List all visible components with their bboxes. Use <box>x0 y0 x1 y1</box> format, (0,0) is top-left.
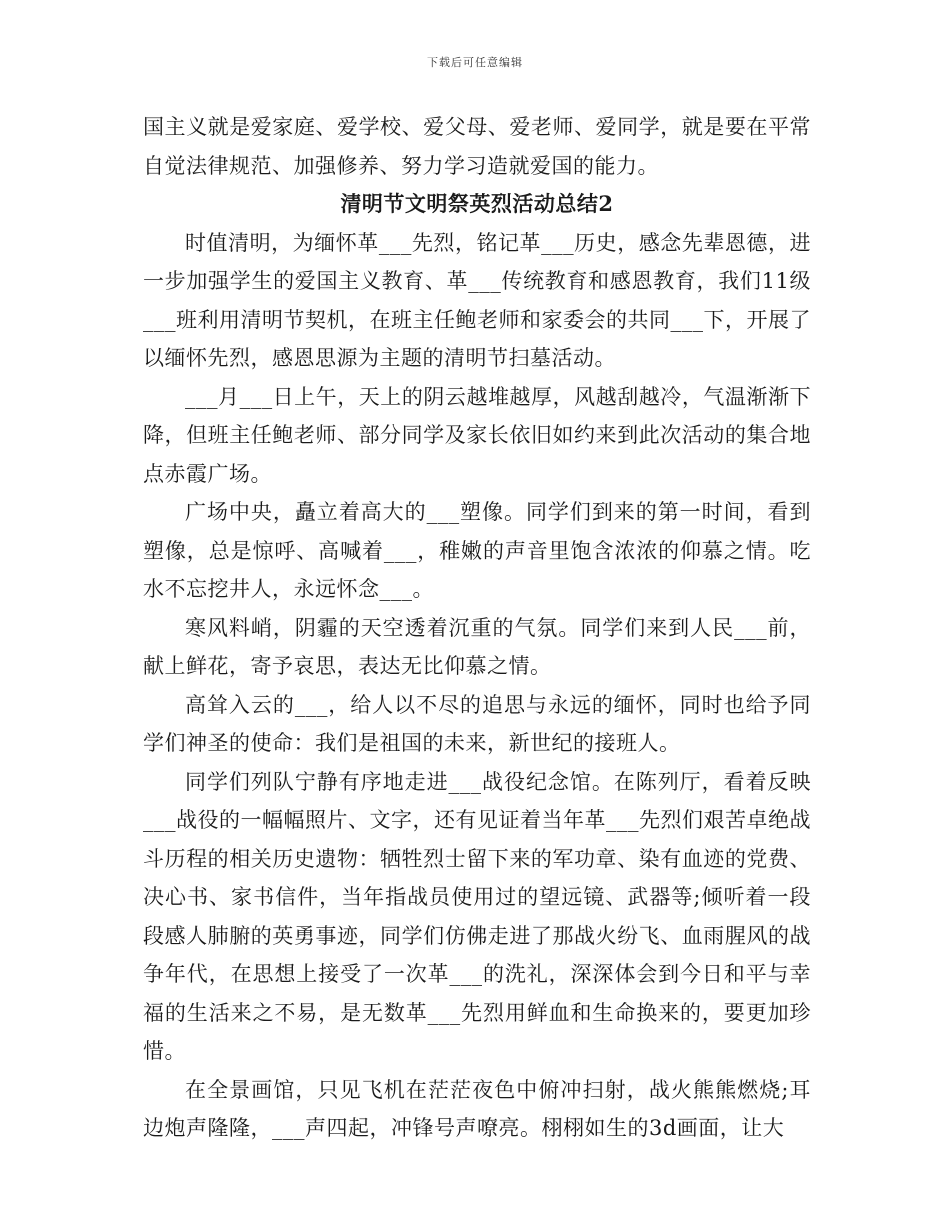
paragraph: 时值清明，为缅怀革___先烈，铭记革___历史，感念先辈恩德，进一步加强学生的爱国主义教育、革___传统教育和感恩教育，我们11级___班利用清明节契机，在班主任鲍老师和家委会的共同___下，开展了以缅怀先烈，感恩思源为主题的清明节扫墓活动。 <box>143 230 811 370</box>
document-title: 清明节文明祭英烈活动总结2 <box>340 191 614 216</box>
paragraph: 广场中央，矗立着高大的___塑像。同学们到来的第一时间，看到塑像，总是惊呼、高喊着___，稚嫩的声音里饱含浓浓的仰慕之情。吃水不忘挖井人，永远怀念___。 <box>143 500 811 601</box>
document-body <box>143 108 811 1148</box>
paragraph: 在全景画馆，只见飞机在茫茫夜色中俯冲扫射，战火熊熊燃烧;耳边炮声隆隆，___声四起，冲锋号声嘹亮。栩栩如生的3d画面，让大 <box>143 1077 811 1140</box>
paragraph: ___月___日上午，天上的阴云越堆越厚，风越刮越冷，气温渐渐下降，但班主任鲍老师、部分同学及家长依旧如约来到此次活动的集合地点赤霞广场。 <box>143 384 811 486</box>
paragraph: 高耸入云的___，给人以不尽的追思与永远的缅怀，同时也给予同学们神圣的使命：我们是祖国的未来，新世纪的接班人。 <box>143 692 811 755</box>
paragraph: 同学们列队宁静有序地走进___战役纪念馆。在陈列厅，看着反映___战役的一幅幅照片、文字，还有见证着当年革___先烈们艰苦卓绝战斗历程的相关历史遗物：牺牲烈士留下来的军功章、染有血迹的党费、决心书、家书信件，当年指战员使用过的望远镜、武器等;倾听着一段段感人肺腑的英勇事迹，同学们仿佛走进了那战火纷飞、血雨腥风的战争年代，在思想上接受了一次革___的洗礼，深深体会到今日和平与幸福的生活来之不易，是无数革___先烈用鲜血和生命换来的，要更加珍惜。 <box>143 769 811 1063</box>
paragraph: 寒风料峭，阴霾的天空透着沉重的气氛。同学们来到人民___前，献上鲜花，寄予哀思，表达无比仰慕之情。 <box>143 615 811 678</box>
page-header: 下载后可任意编辑 <box>427 56 523 69</box>
continuation-paragraph: 国主义就是爱家庭、爱学校、爱父母、爱老师、爱同学，就是要在平常自觉法律规范、加强修养、努力学习造就爱国的能力。 <box>143 115 811 178</box>
